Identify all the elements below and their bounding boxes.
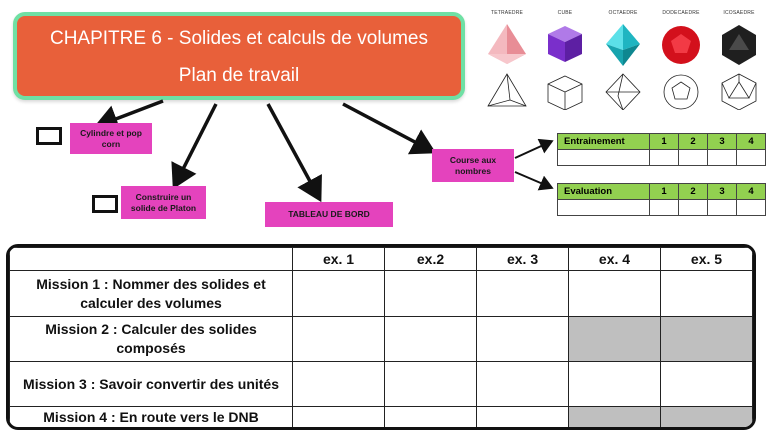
exercise-header: ex. 3: [477, 248, 569, 271]
mission-label: Mission 4 : En route vers le DNB: [10, 407, 293, 429]
arrow-to-cylindre: [100, 101, 163, 125]
evaluation-cell[interactable]: [558, 200, 650, 216]
cube-icon: [536, 20, 594, 110]
disabled-cell: [660, 317, 752, 362]
solid-name: ICOSAEDRE: [723, 10, 755, 16]
disabled-cell: [569, 317, 661, 362]
progress-cell[interactable]: [660, 271, 752, 317]
course-aux-nombres-box[interactable]: Course aux nombres: [432, 149, 514, 182]
arrow-to-entrainement: [515, 142, 550, 158]
progress-cell[interactable]: [293, 271, 385, 317]
entrainement-cell[interactable]: [737, 150, 766, 166]
evaluation-col: 3: [708, 184, 737, 200]
evaluation-label: Evaluation: [558, 184, 650, 200]
octahedron-icon: [594, 20, 652, 110]
evaluation-table: [557, 183, 766, 216]
solid-name: TETRAEDRE: [490, 10, 524, 16]
table-row: [10, 271, 753, 317]
mission-label: Mission 3 : Savoir convertir des unités: [10, 362, 293, 407]
platon-checkbox[interactable]: [92, 195, 118, 213]
arrow-to-tableau: [268, 104, 318, 196]
progress-cell[interactable]: [293, 317, 385, 362]
exercise-header: ex. 5: [660, 248, 752, 271]
tetrahedron-icon: [478, 20, 536, 110]
progress-cell[interactable]: [569, 362, 661, 407]
dodecahedron-icon: [652, 20, 710, 110]
progress-cell[interactable]: [477, 271, 569, 317]
exercise-header: ex. 1: [293, 248, 385, 271]
entrainement-cell[interactable]: [558, 150, 650, 166]
arrow-to-platon: [176, 104, 216, 183]
arrow-to-evaluation: [515, 172, 550, 187]
entrainement-cell[interactable]: [650, 150, 679, 166]
evaluation-col: 1: [650, 184, 679, 200]
corner-cell: [10, 248, 293, 271]
solid-icosaedre: [710, 10, 768, 115]
evaluation-cell[interactable]: [737, 200, 766, 216]
icosahedron-icon: [710, 20, 768, 110]
arrow-to-course: [343, 104, 430, 150]
entrainement-col: 3: [708, 134, 737, 150]
progress-cell[interactable]: [477, 317, 569, 362]
cylindre-box[interactable]: Cylindre et pop corn: [70, 123, 152, 154]
evaluation-col: 2: [679, 184, 708, 200]
entrainement-label: Entrainement: [558, 134, 650, 150]
exercise-header: ex. 4: [569, 248, 661, 271]
solid-tetraedre: [478, 10, 536, 115]
platon-box[interactable]: Construire un solide de Platon: [121, 186, 206, 219]
solid-octaedre: [594, 10, 652, 115]
progress-cell[interactable]: [293, 407, 385, 429]
mission-label: Mission 1 : Nommer des solides et calculer des volumes: [10, 271, 293, 317]
progress-cell[interactable]: [569, 271, 661, 317]
plan-subtitle: Plan de travail: [178, 65, 300, 86]
progress-cell[interactable]: [477, 362, 569, 407]
tableau-de-bord-box[interactable]: TABLEAU DE BORD: [265, 202, 393, 227]
solid-name: DODECAEDRE: [662, 10, 700, 16]
mission-label: Mission 2 : Calculer des solides composés: [10, 317, 293, 362]
cylindre-checkbox[interactable]: [36, 127, 62, 145]
entrainement-col: 2: [679, 134, 708, 150]
missions-table-frame: [6, 244, 756, 430]
exercise-header: ex.2: [384, 248, 476, 271]
progress-cell[interactable]: [384, 407, 476, 429]
platonic-solids-panel: [478, 10, 768, 110]
disabled-cell: [660, 407, 752, 429]
solid-name: CUBE: [557, 10, 573, 16]
entrainement-col: 4: [737, 134, 766, 150]
progress-cell[interactable]: [384, 362, 476, 407]
entrainement-col: 1: [650, 134, 679, 150]
chapter-title: CHAPITRE 6 - Solides et calculs de volumes: [49, 28, 429, 49]
solid-dodecaedre: [652, 10, 710, 115]
title-box: [13, 12, 465, 100]
evaluation-col: 4: [737, 184, 766, 200]
progress-cell[interactable]: [477, 407, 569, 429]
table-row: [10, 362, 753, 407]
disabled-cell: [569, 407, 661, 429]
entrainement-table: [557, 133, 766, 166]
evaluation-cell[interactable]: [679, 200, 708, 216]
table-row: [10, 407, 753, 429]
solid-cube: [536, 10, 594, 115]
progress-cell[interactable]: [384, 317, 476, 362]
progress-cell[interactable]: [660, 362, 752, 407]
evaluation-cell[interactable]: [708, 200, 737, 216]
progress-cell[interactable]: [384, 271, 476, 317]
evaluation-cell[interactable]: [650, 200, 679, 216]
solid-name: OCTAEDRE: [608, 10, 638, 16]
entrainement-cell[interactable]: [708, 150, 737, 166]
missions-table: [9, 247, 753, 429]
progress-cell[interactable]: [293, 362, 385, 407]
entrainement-cell[interactable]: [679, 150, 708, 166]
table-row: [10, 317, 753, 362]
